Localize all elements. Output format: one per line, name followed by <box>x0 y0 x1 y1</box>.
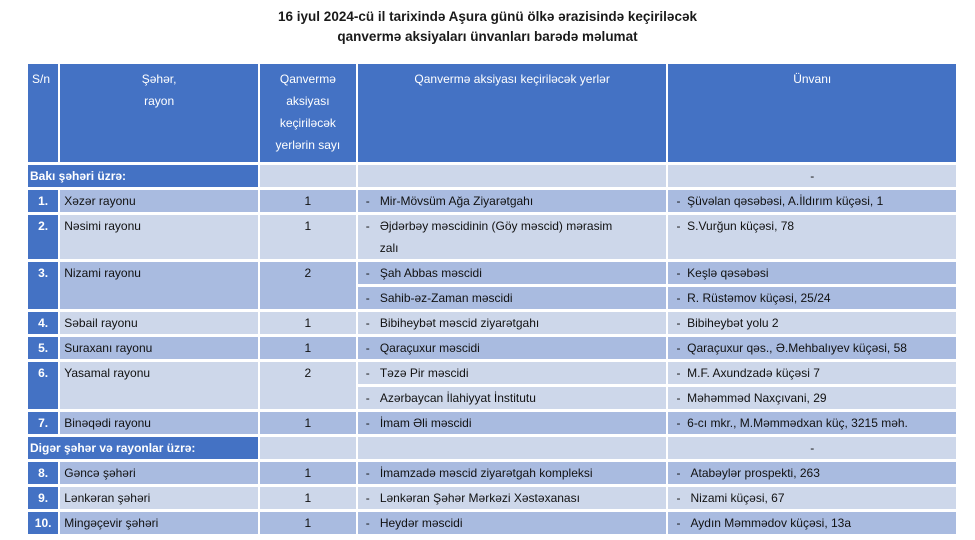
row-number: 1. <box>28 190 58 212</box>
header-city: Şəhər, rayon <box>60 64 258 162</box>
row-number: 6. <box>28 362 58 409</box>
section-row-other <box>28 437 956 459</box>
location-count: 1 <box>260 487 356 509</box>
table-row <box>28 312 956 334</box>
location-count: 1 <box>260 312 356 334</box>
place-cell: - İmam Əli məscidi <box>358 412 667 434</box>
section-label: Digər şəhər və rayonlar üzrə: <box>28 437 258 459</box>
place-cell: - Azərbaycan İlahiyyat İnstitutu <box>358 387 667 409</box>
row-number: 4. <box>28 312 58 334</box>
district-name: Lənkəran şəhəri <box>60 487 258 509</box>
location-count: 1 <box>260 337 356 359</box>
place-cell: - Qaraçuxur məscidi <box>358 337 667 359</box>
district-name: Nizami rayonu <box>60 262 258 309</box>
place-cell: - Lənkəran Şəhər Mərkəzi Xəstəxanası <box>358 487 667 509</box>
blood-donation-table <box>26 61 958 537</box>
location-count: 1 <box>260 512 356 534</box>
address-cell: - Bibiheybət yolu 2 <box>668 312 956 334</box>
row-number: 5. <box>28 337 58 359</box>
table-row <box>28 412 956 434</box>
row-number: 2. <box>28 215 58 259</box>
row-number: 8. <box>28 462 58 484</box>
address-cell: - Aydın Məmmədov küçəsi, 13a <box>668 512 956 534</box>
table-header-row <box>28 64 956 162</box>
place-cell: - Əjdərbəy məscidinin (Göy məscid) mərasim zalı <box>358 215 667 259</box>
table-row <box>28 362 956 384</box>
section-dash: - <box>668 165 956 187</box>
address-cell: - Keşlə qəsəbəsi <box>668 262 956 284</box>
table-row <box>28 462 956 484</box>
address-cell: - Qaraçuxur qəs., Ə.Mehbalıyev küçəsi, 58 <box>668 337 956 359</box>
address-cell: - Nizami küçəsi, 67 <box>668 487 956 509</box>
document-title-line-2: qanvermə aksiyaları ünvanları barədə məlumat <box>337 29 638 44</box>
row-number: 7. <box>28 412 58 434</box>
district-name: Nəsimi rayonu <box>60 215 258 259</box>
header-count: Qanvermə aksiyası keçiriləcək yerlərin sayı <box>260 64 356 162</box>
section-dash: - <box>668 437 956 459</box>
table-row <box>28 262 956 284</box>
location-count: 1 <box>260 190 356 212</box>
place-cell: - Mir-Mövsüm Ağa Ziyarətgahı <box>358 190 667 212</box>
district-name: Suraxanı rayonu <box>60 337 258 359</box>
table-row <box>28 190 956 212</box>
table-row <box>28 487 956 509</box>
address-cell: - Məhəmməd Naxçıvani, 29 <box>668 387 956 409</box>
address-cell: - S.Vurğun küçəsi, 78 <box>668 215 956 259</box>
address-cell: - Atabəylər prospekti, 263 <box>668 462 956 484</box>
table-row <box>28 215 956 259</box>
section-label: Bakı şəhəri üzrə: <box>28 165 258 187</box>
location-count: 2 <box>260 262 356 309</box>
address-cell: - 6-cı mkr., M.Məmmədxan küç, 3215 məh. <box>668 412 956 434</box>
table-row <box>28 512 956 534</box>
table-row <box>28 337 956 359</box>
header-address: Ünvanı <box>668 64 956 162</box>
place-cell: - Şah Abbas məscidi <box>358 262 667 284</box>
location-count: 2 <box>260 362 356 409</box>
district-name: Binəqədi rayonu <box>60 412 258 434</box>
location-count: 1 <box>260 215 356 259</box>
header-places: Qanvermə aksiyası keçiriləcək yerlər <box>358 64 667 162</box>
place-cell: - Sahib-əz-Zaman məscidi <box>358 287 667 309</box>
district-name: Gəncə şəhəri <box>60 462 258 484</box>
place-cell: - Təzə Pir məscidi <box>358 362 667 384</box>
place-cell: - Heydər məscidi <box>358 512 667 534</box>
document-title-line-1: 16 iyul 2024-cü il tarixində Aşura günü ölkə ərazisində keçiriləcək <box>278 9 697 24</box>
row-number: 10. <box>28 512 58 534</box>
section-row-baku <box>28 165 956 187</box>
district-name: Səbail rayonu <box>60 312 258 334</box>
header-sn: S/n <box>28 64 58 162</box>
row-number: 3. <box>28 262 58 309</box>
address-cell: - R. Rüstəmov küçəsi, 25/24 <box>668 287 956 309</box>
place-cell: - İmamzadə məscid ziyarətgah kompleksi <box>358 462 667 484</box>
address-cell: - M.F. Axundzadə küçəsi 7 <box>668 362 956 384</box>
row-number: 9. <box>28 487 58 509</box>
location-count: 1 <box>260 412 356 434</box>
district-name: Xəzər rayonu <box>60 190 258 212</box>
place-cell: - Bibiheybət məscid ziyarətgahı <box>358 312 667 334</box>
district-name: Mingəçevir şəhəri <box>60 512 258 534</box>
location-count: 1 <box>260 462 356 484</box>
address-cell: - Şüvəlan qəsəbəsi, A.İldırım küçəsi, 1 <box>668 190 956 212</box>
district-name: Yasamal rayonu <box>60 362 258 409</box>
